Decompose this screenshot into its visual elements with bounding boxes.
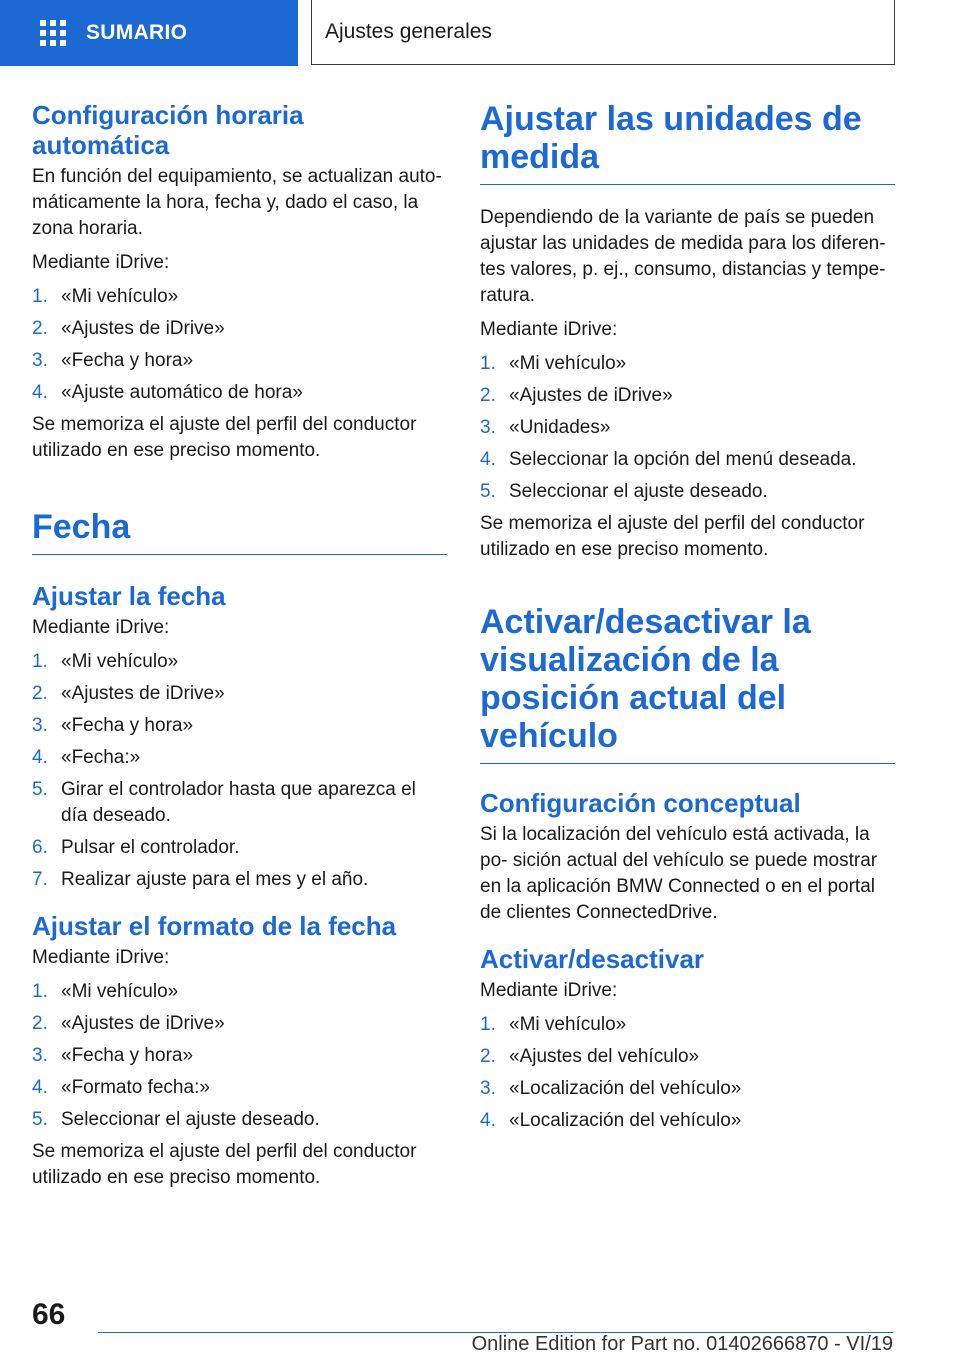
grid-menu-icon	[40, 20, 66, 46]
list-item	[480, 1076, 895, 1102]
note: Se memoriza el ajuste del perfil del conductor utilizado en ese preciso momento.	[32, 414, 417, 461]
list-item-text: «Formato fecha:»	[61, 1077, 210, 1098]
list-item	[32, 1075, 447, 1101]
heading-configuracion-conceptual: Configuración conceptual	[480, 788, 801, 818]
list-item-number: 1.	[480, 1014, 496, 1035]
list-item-text: «Ajustes de iDrive»	[61, 1013, 225, 1034]
heading-formato-fecha: Ajustar el formato de la fecha	[32, 911, 397, 941]
list-item-number: 3.	[480, 1078, 496, 1099]
list-item	[32, 867, 447, 893]
list-item-number: 2.	[32, 318, 48, 339]
steps-list-fecha	[32, 649, 447, 893]
list-item-number: 2.	[32, 1013, 48, 1034]
heading-activar-desactivar: Activar/desactivar	[480, 944, 705, 974]
note: Se memoriza el ajuste del perfil del conductor utilizado en ese preciso momento.	[32, 1141, 417, 1188]
list-item-text: «Ajustes del vehículo»	[509, 1046, 700, 1067]
list-item-number: 3.	[32, 1045, 48, 1066]
list-item-text: Seleccionar el ajuste deseado.	[61, 1109, 320, 1130]
list-item-number: 2.	[480, 1046, 496, 1067]
paragraph: Dependiendo de la variante de país se pueden ajustar las unidades de medida para los diferen- tes valores, p. ej., consumo, distancias y tempe- ratura.	[480, 207, 886, 306]
list-item-text: «Mi vehículo»	[61, 651, 179, 672]
list-item-text: «Localización del vehículo»	[509, 1078, 742, 1099]
mediante-label: Mediante iDrive:	[480, 319, 618, 340]
mediante-label: Mediante iDrive:	[32, 947, 170, 968]
page-number: 66	[32, 1298, 66, 1331]
list-item-number: 1.	[32, 651, 48, 672]
list-item-number: 3.	[32, 350, 48, 371]
right-column	[480, 100, 895, 1140]
list-item	[32, 1043, 447, 1069]
list-item-number: 4.	[32, 382, 48, 403]
list-item	[32, 316, 447, 342]
left-column	[32, 100, 447, 1199]
list-item-text: «Ajuste automático de hora»	[61, 382, 303, 403]
list-item-number: 4.	[480, 449, 496, 470]
list-item	[32, 348, 447, 374]
list-item	[480, 479, 895, 505]
sumario-button[interactable]	[0, 0, 298, 66]
list-item-text: «Fecha y hora»	[61, 1045, 194, 1066]
list-item	[480, 1108, 895, 1134]
list-item	[32, 1011, 447, 1037]
heading-fecha: Fecha	[32, 508, 447, 555]
mediante-label: Mediante iDrive:	[32, 252, 170, 273]
list-item	[480, 351, 895, 377]
section-title: Ajustes generales	[311, 0, 895, 65]
list-item-number: 4.	[32, 1077, 48, 1098]
heading-ajustar-fecha: Ajustar la fecha	[32, 581, 226, 611]
paragraph: En función del equipamiento, se actualizan auto- máticamente la hora, fecha y, dado el caso, la zona horaria.	[32, 166, 442, 239]
list-item-text: «Fecha y hora»	[61, 715, 194, 736]
list-item-text: «Ajustes de iDrive»	[509, 385, 673, 406]
list-item	[32, 681, 447, 707]
list-item-text: «Mi vehículo»	[509, 353, 627, 374]
list-item-number: 6.	[32, 837, 48, 858]
list-item	[480, 1044, 895, 1070]
mediante-label: Mediante iDrive:	[480, 980, 618, 1001]
list-item-text: «Mi vehículo»	[61, 981, 179, 1002]
list-item-text: Seleccionar el ajuste deseado.	[509, 481, 768, 502]
list-item-text: Girar el controlador hasta que aparezca el día deseado.	[61, 779, 416, 826]
mediante-label: Mediante iDrive:	[32, 617, 170, 638]
list-item-number: 1.	[32, 981, 48, 1002]
list-item-text: «Ajustes de iDrive»	[61, 683, 225, 704]
list-item	[32, 284, 447, 310]
list-item-number: 1.	[32, 286, 48, 307]
steps-list-auto	[32, 284, 447, 406]
heading-configuracion-automatica: Configuración horaria automática	[32, 100, 304, 160]
list-item	[32, 713, 447, 739]
list-item	[32, 777, 447, 829]
sumario-label: SUMARIO	[86, 21, 188, 44]
list-item	[480, 415, 895, 441]
list-item-number: 5.	[32, 779, 48, 800]
paragraph: Si la localización del vehículo está activada, la po- sición actual del vehículo se puede mostrar en la aplicación BMW Connected o en el portal de clientes ConnectedDrive.	[480, 824, 878, 923]
list-item-text: «Mi vehículo»	[61, 286, 179, 307]
list-item	[480, 447, 895, 473]
list-item-text: «Ajustes de iDrive»	[61, 318, 225, 339]
list-item-number: 7.	[32, 869, 48, 890]
list-item-number: 4.	[480, 1110, 496, 1131]
list-item-text: «Fecha y hora»	[61, 350, 194, 371]
edition-text: Online Edition for Part no. 01402666870 - VI/19	[471, 1333, 893, 1355]
list-item	[32, 1107, 447, 1133]
list-item-text: «Mi vehículo»	[509, 1014, 627, 1035]
note: Se memoriza el ajuste del perfil del conductor utilizado en ese preciso momento.	[480, 513, 865, 560]
list-item-text: Pulsar el controlador.	[61, 837, 240, 858]
list-item	[32, 380, 447, 406]
list-item	[32, 745, 447, 771]
steps-list-formato	[32, 979, 447, 1133]
list-item-number: 3.	[32, 715, 48, 736]
steps-list-activar	[480, 1012, 895, 1134]
list-item-number: 5.	[32, 1109, 48, 1130]
list-item-text: «Fecha:»	[61, 747, 141, 768]
heading-activar-visualizacion: Activar/desactivar la visualización de la posición actual del vehículo	[480, 603, 895, 764]
heading-unidades: Ajustar las unidades de medida	[480, 100, 895, 185]
steps-list-unidades	[480, 351, 895, 505]
list-item	[32, 835, 447, 861]
list-item	[480, 383, 895, 409]
list-item-text: Realizar ajuste para el mes y el año.	[61, 869, 369, 890]
list-item-number: 2.	[480, 385, 496, 406]
list-item-text: «Localización del vehículo»	[509, 1110, 742, 1131]
list-item-number: 4.	[32, 747, 48, 768]
list-item-number: 3.	[480, 417, 496, 438]
list-item-number: 5.	[480, 481, 496, 502]
list-item	[32, 649, 447, 675]
list-item	[480, 1012, 895, 1038]
list-item-text: Seleccionar la opción del menú deseada.	[509, 449, 857, 470]
list-item-number: 2.	[32, 683, 48, 704]
list-item-number: 1.	[480, 353, 496, 374]
list-item-text: «Unidades»	[509, 417, 611, 438]
list-item	[32, 979, 447, 1005]
